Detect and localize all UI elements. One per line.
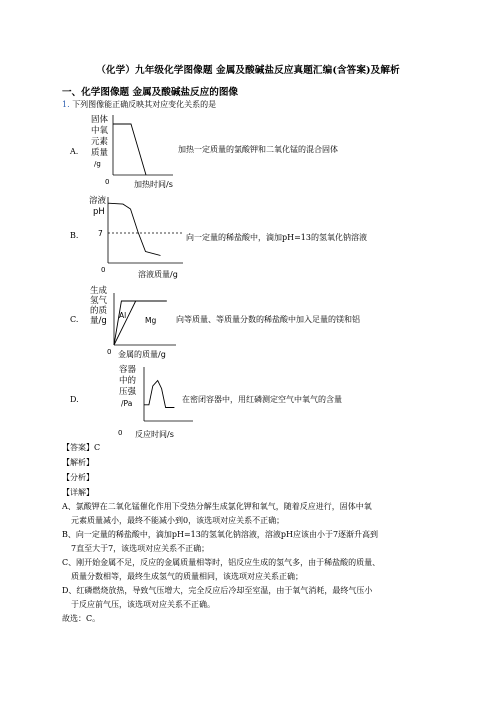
option-d-description: 在密闭容器中，用红磷测定空气中氧气的含量 bbox=[182, 395, 342, 404]
question-text: 下列图像能正确反映其对应变化关系的是 bbox=[72, 100, 217, 109]
page-title: （化学）九年级化学图像题 金属及酸碱盐反应真题汇编(含答案)及解析 bbox=[96, 65, 400, 76]
ylabel-a bbox=[91, 114, 109, 168]
ylabel-d-line: /Pa bbox=[121, 399, 133, 408]
ylabel-c bbox=[90, 285, 108, 326]
question-stem bbox=[62, 99, 216, 110]
ylabel-d-line: 压强 bbox=[119, 387, 137, 397]
option-a-description: 加热一定质量的氯酸钾和二氧化锰的混合固体 bbox=[178, 145, 338, 154]
fenxi-tag: 【分析】 bbox=[62, 473, 94, 482]
option-b-description: 向一定量的稀盐酸中，滴加pH=13的氢氧化钠溶液 bbox=[186, 233, 367, 242]
explanation-c-cont: 质量分数相等，最终生成氢气的质量相同，该选项对应关系正确； bbox=[71, 572, 303, 581]
detail-tag: 【详解】 bbox=[62, 488, 94, 497]
curve-d bbox=[144, 381, 174, 408]
explanation-block bbox=[62, 500, 437, 626]
ylabel-c-line: 氢气 bbox=[90, 296, 108, 306]
explanation-c: C、刚开始金属不足，反应的金属质量相等时，铝反应生成的氢气多，由于稀盐酸的质量、 bbox=[62, 558, 381, 567]
option-a-letter: A. bbox=[70, 147, 79, 156]
curve-b bbox=[108, 203, 161, 255]
series-mg-label: Mg bbox=[145, 316, 157, 325]
option-b-graph bbox=[88, 193, 198, 281]
y-tick-7: 7 bbox=[98, 229, 103, 238]
ylabel-c-line: 的质 bbox=[90, 306, 108, 316]
origin-label: 0 bbox=[101, 266, 106, 274]
explanation-b: B、向一定量的稀盐酸中，滴加pH=13的氢氧化钠溶液，溶液pH应该由小于7逐渐升高到 bbox=[62, 530, 379, 539]
origin-label: 0 bbox=[105, 178, 110, 186]
series-al-line bbox=[114, 301, 167, 345]
xlabel-a: 加热时间/s bbox=[134, 180, 173, 189]
analysis-tag: 【解析】 bbox=[62, 458, 94, 467]
ylabel-a-line: 中氧 bbox=[91, 126, 109, 136]
curve-a bbox=[113, 124, 146, 175]
xlabel-c: 金属的质量/g bbox=[118, 350, 166, 359]
section-title: 一、化学图像题 金属及酸碱盐反应的图像 bbox=[62, 87, 239, 98]
question-number: 1. bbox=[62, 100, 70, 109]
ylabel-a-line: 元素 bbox=[91, 137, 109, 147]
ylabel-c-line: 生成 bbox=[90, 286, 108, 296]
xlabel-b: 溶液质量/g bbox=[138, 270, 178, 279]
ylabel-d bbox=[119, 364, 137, 408]
ylabel-b-line: 溶液 bbox=[89, 196, 107, 206]
origin-label: 0 bbox=[107, 348, 112, 356]
option-c-description: 向等质量、等质量分数的稀盐酸中加入足量的镁和铝 bbox=[176, 315, 360, 324]
conclusion: 故选：C。 bbox=[62, 614, 101, 623]
option-b-letter: B. bbox=[70, 231, 79, 240]
answer-line: 【答案】C bbox=[62, 443, 101, 452]
explanation-a: A、氯酸钾在二氧化锰催化作用下受热分解生成氯化钾和氧气，随着反应进行，固体中氧 bbox=[62, 502, 372, 511]
xlabel-d: 反应时间/s bbox=[135, 430, 174, 439]
ylabel-b-line: pH bbox=[93, 207, 105, 217]
explanation-d-cont: 于反应前气压，该选项对应关系不正确。 bbox=[71, 600, 215, 609]
option-d-letter: D. bbox=[70, 395, 79, 404]
ylabel-d-line: 容器 bbox=[119, 365, 137, 375]
series-al-label: Al bbox=[119, 311, 127, 320]
ylabel-a-line: 质量 bbox=[91, 148, 109, 158]
ylabel-a-line: 固体 bbox=[91, 115, 109, 125]
option-c-letter: C. bbox=[70, 315, 79, 324]
explanation-a-cont: 元素质量减小，最终不能减小到0，该选项对应关系不正确； bbox=[71, 516, 285, 525]
ylabel-c-line: 量/g bbox=[90, 316, 107, 326]
explanation-d: D、红磷燃烧放热，导致气压增大，完全反应后冷却至室温，由于氧气消耗，最终气压小 bbox=[62, 586, 373, 595]
ylabel-d-line: 中的 bbox=[119, 376, 137, 386]
origin-label: 0 bbox=[118, 429, 123, 437]
explanation-b-cont: 7直至大于7，该选项对应关系不正确； bbox=[71, 544, 210, 553]
ylabel-a-line: /g bbox=[94, 160, 101, 168]
series-mg-line bbox=[114, 301, 167, 345]
